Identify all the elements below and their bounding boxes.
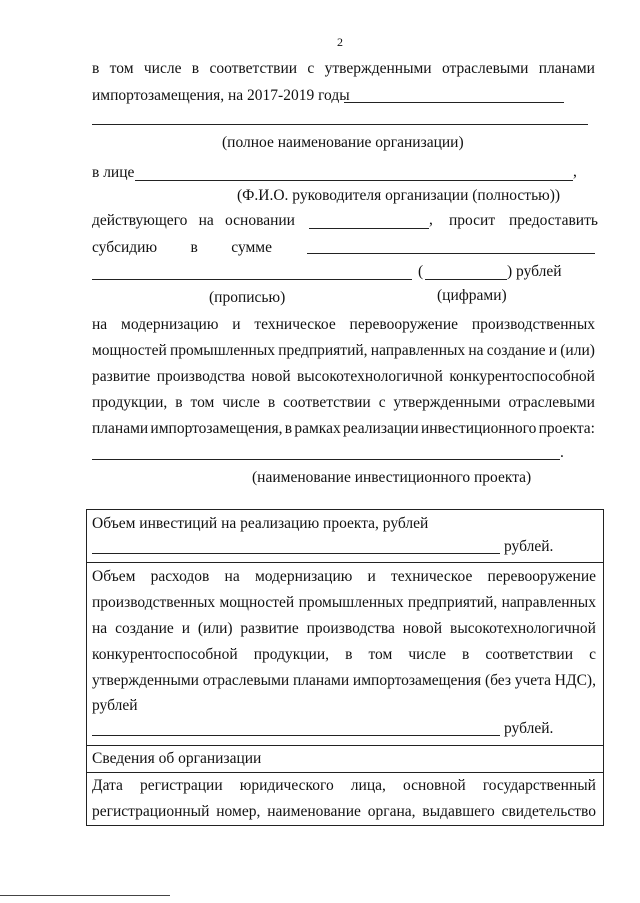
invest-rub: рублей. — [504, 538, 554, 555]
row-divider — [86, 745, 604, 746]
word: утвержденными — [92, 672, 199, 689]
word: отраслевыми — [508, 394, 595, 411]
word: промышленных — [169, 342, 276, 359]
word: направленных — [370, 342, 466, 359]
word: направленных — [501, 594, 596, 611]
org-info-heading: Сведения об организации — [92, 750, 262, 767]
word: том — [368, 646, 393, 663]
word: основной — [402, 777, 466, 794]
word: инвестиционного — [420, 420, 537, 437]
word: новой — [251, 368, 291, 385]
word: техническое — [391, 568, 473, 585]
row-divider — [86, 772, 604, 773]
word: высокотехнологичной — [450, 620, 596, 637]
director-blank[interactable] — [135, 180, 573, 181]
word: на — [92, 316, 108, 333]
subsidy-words — [92, 239, 272, 257]
word: выдавшего — [422, 803, 495, 820]
word: импортозамещения — [352, 672, 482, 689]
word: учета — [514, 672, 552, 689]
word: субсидию — [92, 239, 158, 256]
word: Объем — [92, 568, 136, 585]
word: модернизацию — [121, 316, 219, 333]
word: юридического — [239, 777, 334, 794]
word: перевооружение — [487, 568, 596, 585]
word: планами — [92, 420, 149, 437]
org-name-blank[interactable] — [92, 124, 588, 125]
invest-amount-blank[interactable] — [92, 553, 500, 554]
open-paren: ( — [418, 263, 424, 280]
expense-line — [92, 672, 596, 690]
word: регистрационный — [92, 803, 210, 820]
project-name-blank[interactable] — [92, 459, 560, 460]
reg-line — [92, 777, 596, 795]
word: перевооружение — [349, 316, 459, 333]
word: мощностей — [219, 594, 295, 611]
purpose-line — [92, 316, 595, 334]
in-digits-caption: (цифрами) — [437, 287, 507, 304]
org-name-caption: (полное наименование организации) — [222, 134, 464, 151]
word: числе — [143, 60, 182, 77]
row-divider — [86, 562, 604, 563]
word: развитие — [240, 620, 299, 637]
word: Дата — [92, 777, 123, 794]
word: высокотехнологичной — [296, 368, 443, 385]
expense-amount-blank[interactable] — [92, 735, 500, 736]
word: конкурентоспособной — [449, 368, 595, 385]
word: производственных — [92, 594, 216, 611]
intro-line-2: импортозамещения, на 2017-2019 годы — [92, 87, 350, 104]
in-words-caption: (прописью) — [209, 289, 286, 306]
basis-blank[interactable] — [309, 228, 429, 229]
word: государственный — [482, 777, 596, 794]
word: в — [267, 394, 276, 411]
word: регистрации — [140, 777, 223, 794]
word: на — [468, 342, 484, 359]
word: продукции, — [92, 394, 168, 411]
word: лица, — [350, 777, 386, 794]
intro-line-1 — [92, 60, 595, 78]
purpose-line — [92, 368, 595, 386]
word: числе — [408, 646, 446, 663]
word: (или) — [560, 342, 595, 359]
page-number: 2 — [337, 35, 343, 49]
word: создание — [486, 342, 546, 359]
word: планами — [538, 60, 595, 77]
reg-line — [92, 803, 596, 821]
word: мощностей — [92, 342, 167, 359]
word: импортозамещения, — [150, 420, 283, 437]
footnote-separator — [0, 895, 170, 896]
subsidy-blank[interactable] — [307, 253, 595, 254]
word: НДС), — [554, 672, 596, 689]
amount-digits-blank[interactable] — [425, 279, 507, 280]
purpose-line — [92, 420, 595, 438]
comma: , — [573, 163, 577, 180]
word: с — [378, 394, 386, 411]
word: рамках — [294, 420, 341, 437]
director-caption: (Ф.И.О. руководителя организации (полностью)) — [237, 187, 561, 204]
word: в — [191, 60, 200, 77]
word: развитие — [92, 368, 151, 385]
word: в — [345, 646, 353, 663]
word: действующего — [92, 212, 188, 229]
word: модернизацию — [254, 568, 353, 585]
word: числе — [222, 394, 260, 411]
word: свидетельство — [501, 803, 596, 820]
word: новой — [402, 620, 443, 637]
word: проекта: — [538, 420, 595, 437]
word: на — [224, 568, 240, 585]
expense-line — [92, 620, 596, 638]
purpose-line — [92, 394, 595, 412]
word: предприятий, — [407, 594, 498, 611]
word: конкурентоспособной — [92, 646, 238, 663]
word: производственных — [471, 316, 595, 333]
word: реализации — [342, 420, 419, 437]
word: с — [589, 646, 596, 663]
word: номер, — [216, 803, 261, 820]
word: том — [109, 60, 134, 77]
invest-title: Объем инвестиций на реализацию проекта, рублей — [92, 515, 429, 532]
project-dot: . — [560, 444, 564, 461]
word: отраслевыми — [202, 672, 290, 689]
project-name-caption: (наименование инвестиционного проекта) — [252, 469, 532, 486]
word: утвержденными — [324, 60, 432, 77]
word: том — [190, 394, 215, 411]
word: наименование — [267, 803, 361, 820]
word: в — [462, 646, 470, 663]
word: на — [198, 212, 214, 229]
word: и — [367, 568, 376, 585]
word: техническое — [254, 316, 336, 333]
expense-rub: рублей. — [504, 720, 554, 737]
word: производства — [306, 620, 395, 637]
word: предприятий, — [278, 342, 368, 359]
expense-last: рублей — [92, 697, 138, 714]
word: создание — [115, 620, 174, 637]
expense-line — [92, 594, 596, 612]
word: производства — [156, 368, 245, 385]
word: утвержденными — [393, 394, 501, 411]
comma-2: , — [429, 211, 433, 228]
word: и — [548, 342, 558, 359]
word: (или) — [197, 620, 233, 637]
requests-text: просит предоставить — [449, 212, 598, 229]
years-blank[interactable] — [344, 102, 564, 103]
word: расходов — [150, 568, 210, 585]
word: соответствии — [485, 646, 573, 663]
word: в — [190, 239, 198, 256]
rubles-close: ) рублей — [507, 263, 562, 280]
in-person-label: в лице — [92, 164, 135, 181]
word: промышленных — [298, 594, 404, 611]
word: с — [307, 60, 315, 77]
word: продукции, — [253, 646, 329, 663]
word: основании — [225, 212, 295, 229]
word: в — [175, 394, 183, 411]
word: соответствии — [283, 394, 371, 411]
word: (без — [484, 672, 511, 689]
word: органа, — [367, 803, 416, 820]
word: планами — [292, 672, 350, 689]
expense-line — [92, 568, 596, 586]
word: в — [92, 60, 100, 77]
purpose-line — [92, 342, 595, 360]
word: отраслевыми — [441, 60, 529, 77]
word: на — [92, 620, 108, 637]
word: соответствии — [209, 60, 298, 77]
acting-words — [92, 212, 295, 230]
word: и — [232, 316, 241, 333]
word: сумме — [231, 239, 272, 256]
amount-words-blank[interactable] — [92, 279, 412, 280]
expense-line — [92, 646, 596, 664]
word: и — [181, 620, 190, 637]
word: в — [284, 420, 293, 437]
